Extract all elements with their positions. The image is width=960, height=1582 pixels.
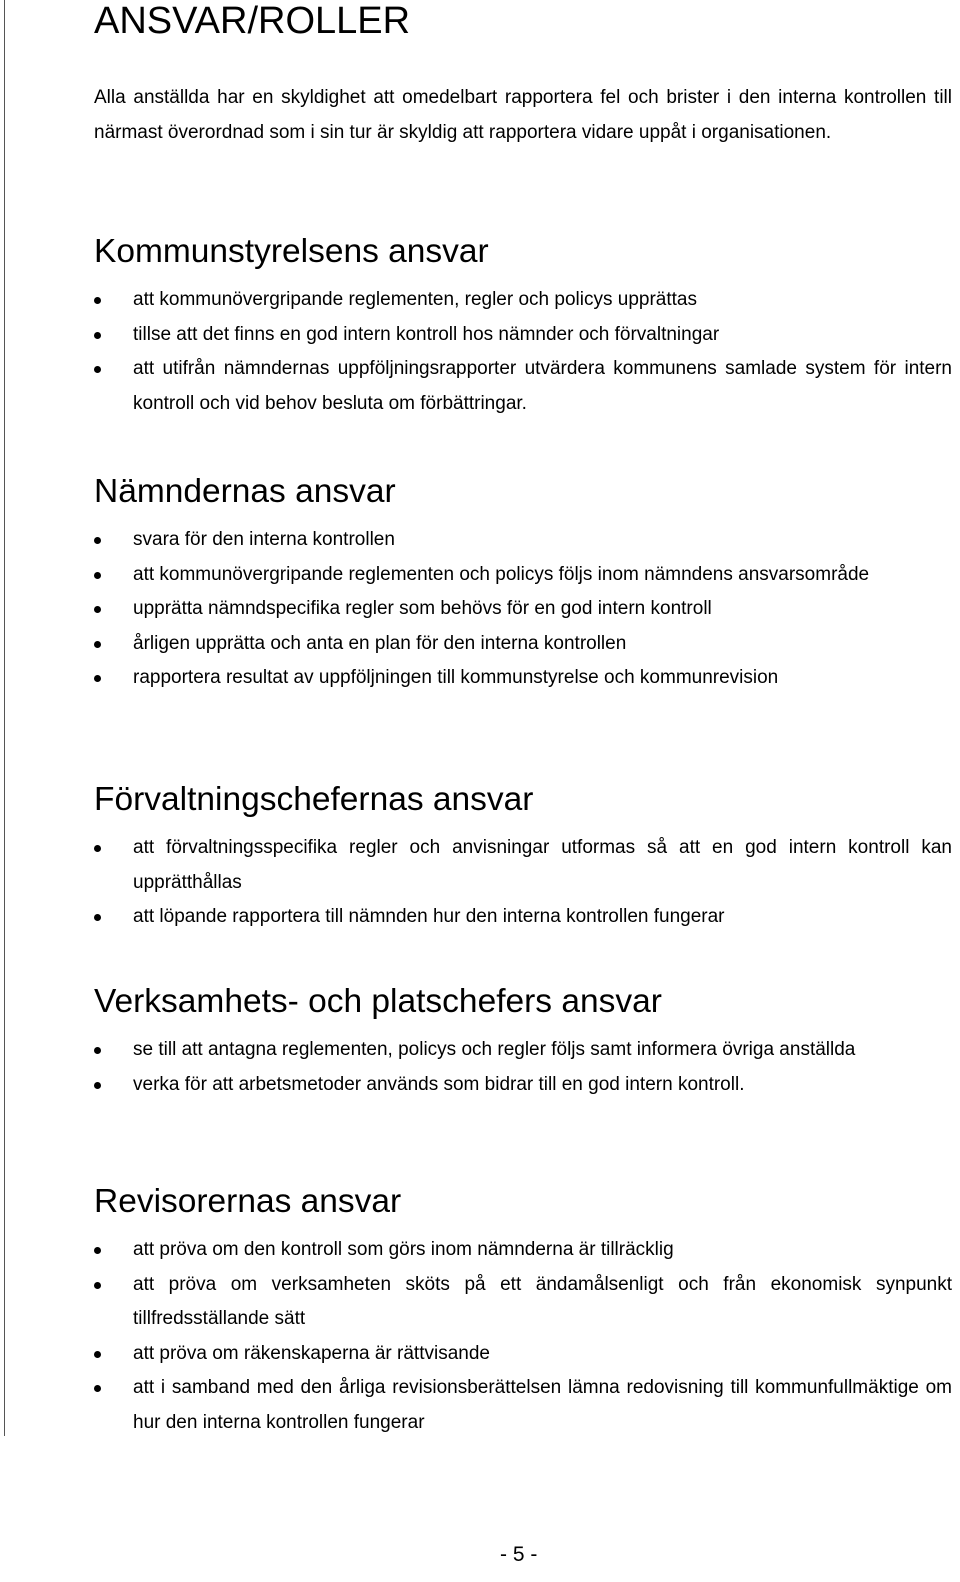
section-heading: Nämndernas ansvar — [94, 473, 396, 510]
list-item — [94, 352, 952, 421]
section-heading: Verksamhets- och platschefers ansvar — [94, 983, 662, 1020]
section-kommunstyrelsen — [94, 232, 952, 421]
document-title: ANSVAR/ROLLER — [94, 0, 411, 42]
bullet-icon — [94, 572, 101, 579]
list-item-text: årligen upprätta och anta en plan för den interna kontrollen — [133, 632, 627, 654]
list-item — [94, 1233, 952, 1268]
bullet-list — [94, 523, 952, 696]
list-item — [94, 592, 952, 627]
list-item — [94, 318, 952, 353]
bullet-icon — [94, 845, 101, 852]
list-item-text: upprätta nämndspecifika regler som behövs för en god intern kontroll — [133, 598, 712, 619]
bullet-icon — [94, 1047, 101, 1054]
list-item-text: verka för att arbetsmetoder används som bidrar till en god intern kontroll. — [133, 1073, 745, 1095]
list-item-text: att löpande rapportera till nämnden hur den interna kontrollen fungerar — [133, 906, 725, 927]
list-item-text: att i samband med den årliga revisionsberättelsen lämna redovisning till kommunfullmäktige om hur den interna kontrollen fungerar — [133, 1377, 952, 1433]
list-item-text: att kommunövergripande reglementen och policys följs inom nämndens ansvarsområde — [133, 563, 870, 585]
list-item-text: svara för den interna kontrollen — [133, 529, 395, 550]
bullet-icon — [94, 297, 101, 304]
left-margin-line — [4, 0, 5, 1436]
page-number: - 5 - — [500, 1543, 538, 1566]
list-item — [94, 558, 952, 593]
list-item — [94, 1068, 952, 1103]
bullet-icon — [94, 914, 101, 921]
list-item — [94, 1033, 952, 1068]
bullet-icon — [94, 1385, 101, 1392]
list-item-text: att förvaltningsspecifika regler och anvisningar utformas så att en god intern kontroll kan upprätthållas — [133, 837, 952, 893]
section-revisorer — [94, 1182, 952, 1440]
bullet-icon — [94, 641, 101, 648]
bullet-icon — [94, 606, 101, 613]
list-item — [94, 900, 952, 935]
list-item — [94, 283, 952, 318]
list-item-text: att pröva om verksamheten sköts på ett ändamålsenligt och från ekonomisk synpunkt tillfredsställande sätt — [133, 1273, 952, 1329]
bullet-list — [94, 1233, 952, 1440]
bullet-icon — [94, 332, 101, 339]
bullet-list — [94, 831, 952, 935]
list-item-text: se till att antagna reglementen, policys och regler följs samt informera övriga anställda — [133, 1039, 856, 1060]
bullet-list — [94, 1033, 952, 1102]
bullet-icon — [94, 1247, 101, 1254]
section-namnderna — [94, 472, 952, 696]
bullet-icon — [94, 1351, 101, 1358]
list-item-text: att pröva om räkenskaperna är rättvisande — [133, 1342, 490, 1364]
bullet-icon — [94, 537, 101, 544]
bullet-icon — [94, 366, 101, 373]
list-item — [94, 627, 952, 662]
list-item — [94, 661, 952, 696]
list-item — [94, 1337, 952, 1372]
intro-paragraph: Alla anställda har en skyldighet att omedelbart rapportera fel och brister i den interna kontrollen till närmast överordnad som i sin tur är skyldig att rapportera vidare uppåt i organisationen. — [94, 87, 952, 143]
bullet-icon — [94, 1282, 101, 1289]
bullet-list — [94, 283, 952, 421]
section-heading: Revisorernas ansvar — [94, 1183, 402, 1220]
list-item-text: att pröva om den kontroll som görs inom nämnderna är tillräcklig — [133, 1239, 674, 1260]
list-item-text: tillse att det finns en god intern kontroll hos nämnder och förvaltningar — [133, 323, 720, 345]
list-item-text: att utifrån nämndernas uppföljningsrapporter utvärdera kommunens samlade system för intern kontroll och vid behov besluta om förbättringar. — [133, 358, 952, 414]
document-page — [94, 0, 952, 1433]
section-heading: Kommunstyrelsens ansvar — [94, 233, 489, 270]
bullet-icon — [94, 675, 101, 682]
list-item — [94, 1268, 952, 1337]
list-item-text: rapportera resultat av uppföljningen till kommunstyrelse och kommunrevision — [133, 667, 779, 688]
section-heading: Förvaltningschefernas ansvar — [94, 781, 534, 818]
section-forvaltningschefer — [94, 780, 952, 935]
list-item — [94, 831, 952, 900]
list-item — [94, 1371, 952, 1440]
section-verksamhetschefer — [94, 982, 952, 1102]
list-item — [94, 523, 952, 558]
bullet-icon — [94, 1082, 101, 1089]
list-item-text: att kommunövergripande reglementen, regler och policys upprättas — [133, 289, 697, 310]
